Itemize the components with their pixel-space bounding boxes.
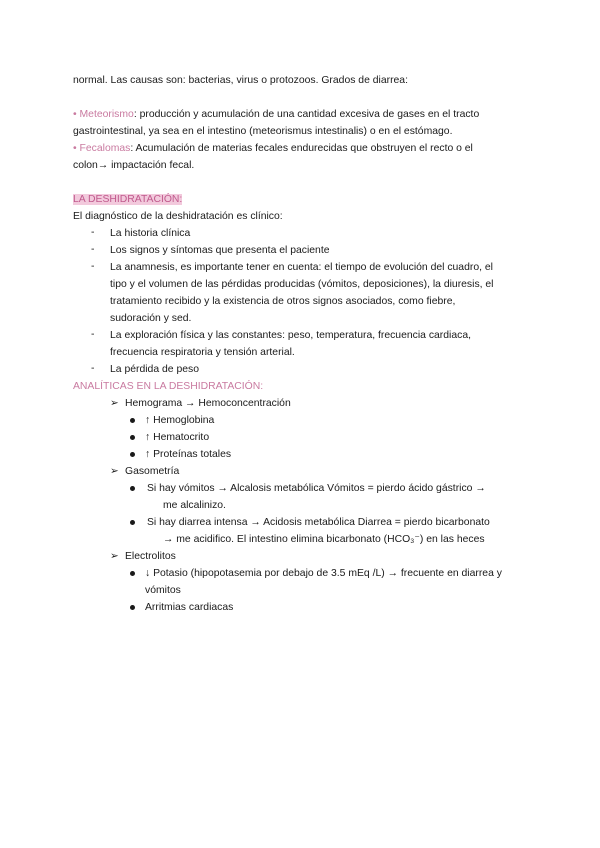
bullet-dot-icon: [130, 571, 135, 576]
list-item: La exploración física y las constantes: peso, temperatura, frecuencia cardiaca,: [110, 330, 471, 341]
gasometria-item-2-cont: → me acidifico. El intestino elimina bicarbonato (HCO₃⁻) en las heces: [163, 534, 485, 545]
hemograma-item: ↑ Hemoglobina: [145, 415, 215, 426]
section1-heading-text: LA DESHIDRATACIÓN:: [73, 194, 183, 205]
bullet-dot-icon: [130, 452, 135, 457]
bullet-dot-icon: [130, 418, 135, 423]
hemograma-item: ↑ Hematocrito: [145, 432, 210, 443]
intro-line: normal. Las causas son: bacterias, virus o protozoos. Grados de diarrea:: [73, 75, 408, 86]
electrolitos-label: Electrolitos: [125, 551, 176, 562]
gasometria-label: Gasometría: [125, 466, 180, 477]
fecalomas-text-1: : Acumulación de materias fecales endurecidas que obstruyen el recto o el: [130, 143, 473, 154]
list-item: Los signos y síntomas que presenta el paciente: [110, 245, 330, 256]
electrolitos-item-1-cont: vómitos: [145, 585, 181, 596]
hemograma-label: Hemograma → Hemoconcentración: [125, 398, 291, 409]
list-dash: -: [91, 329, 95, 340]
electrolitos-item-1: ↓ Potasio (hipopotasemia por debajo de 3.5 mEq /L) → frecuente en diarrea y: [145, 568, 502, 579]
gasometria-item-1-cont: me alcalinizo.: [163, 500, 226, 511]
fecalomas-bullet: •: [73, 143, 77, 154]
list-item-cont: frecuencia respiratoria y tensión arterial.: [110, 347, 295, 358]
gasometria-item-2: Si hay diarrea intensa → Acidosis metabólica Diarrea = pierdo bicarbonato: [147, 517, 490, 528]
list-item: La historia clínica: [110, 228, 191, 239]
meteorismo-term: Meteorismo: [79, 109, 134, 120]
list-dash: -: [91, 227, 95, 238]
meteorismo-text-1: : producción y acumulación de una cantidad excesiva de gases en el tracto: [133, 109, 480, 120]
arrow-bullet-icon: ➢: [110, 466, 119, 477]
bullet-dot-icon: [130, 520, 135, 525]
arrow-bullet-icon: ➢: [110, 551, 119, 562]
section1-intro: El diagnóstico de la deshidratación es clínico:: [73, 211, 283, 222]
list-dash: -: [91, 261, 95, 272]
meteorismo-line-2: gastrointestinal, ya sea en el intestino (meteorismus intestinalis) o en el estómago.: [73, 126, 453, 137]
list-item-cont: tipo y el volumen de las pérdidas producidas (vómitos, deposiciones), la diuresis, el: [110, 279, 494, 290]
meteorismo-bullet: •: [73, 109, 77, 120]
bullet-dot-icon: [130, 435, 135, 440]
meteorismo-line-1: [73, 108, 479, 121]
list-dash: -: [91, 244, 95, 255]
list-item-cont: tratamiento recibido y la existencia de otros signos asociados, como fiebre,: [110, 296, 456, 307]
electrolitos-item-2: Arritmias cardiacas: [145, 602, 234, 613]
arrow-bullet-icon: ➢: [110, 398, 119, 409]
list-item: La pérdida de peso: [110, 364, 199, 375]
fecalomas-line-1: [73, 142, 473, 155]
list-item: La anamnesis, es importante tener en cuenta: el tiempo de evolución del cuadro, el: [110, 262, 493, 273]
fecalomas-term: Fecalomas: [79, 143, 131, 154]
gasometria-item-1: Si hay vómitos → Alcalosis metabólica Vómitos = pierdo ácido gástrico →: [147, 483, 486, 494]
bullet-dot-icon: [130, 605, 135, 610]
list-item-cont: sudoración y sed.: [110, 313, 192, 324]
section1-heading: [73, 193, 182, 206]
list-dash: -: [91, 363, 95, 374]
fecalomas-line-2: colon→ impactación fecal.: [73, 160, 195, 171]
hemograma-item: ↑ Proteínas totales: [145, 449, 232, 460]
bullet-dot-icon: [130, 486, 135, 491]
section2-heading: ANALÍTICAS EN LA DESHIDRATACIÓN:: [73, 381, 264, 392]
